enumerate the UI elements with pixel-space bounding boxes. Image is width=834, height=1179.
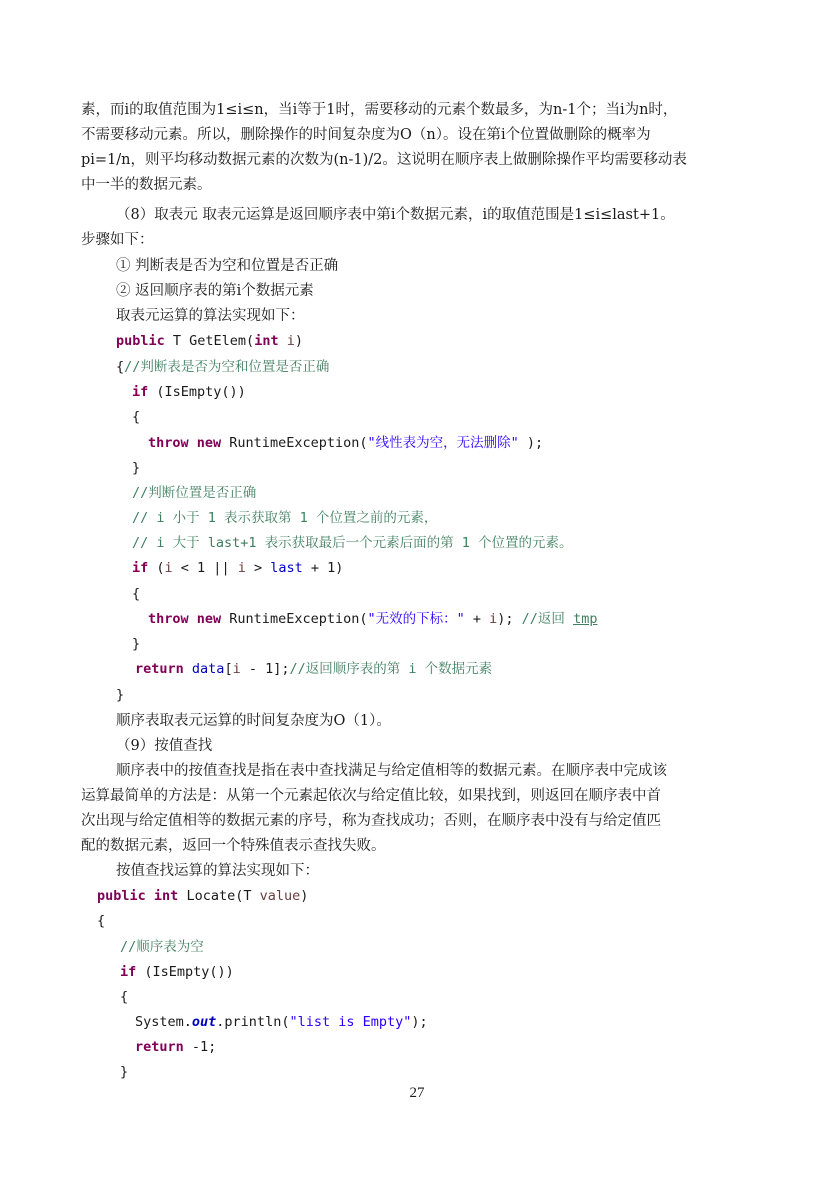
text-line: 顺序表取表元运算的时间复杂度为O（1）。 — [116, 713, 391, 729]
code-keyword: new — [196, 435, 222, 451]
section-heading: （9）按值查找 — [116, 738, 213, 754]
code-text — [184, 661, 192, 677]
code-keyword: return — [135, 661, 184, 677]
code-keyword: if — [120, 964, 137, 980]
code-text: -1; — [183, 1039, 217, 1055]
code-line: } — [116, 687, 125, 703]
code-text: > — [245, 560, 271, 576]
text-line: 按值查找运算的算法实现如下： — [116, 863, 319, 879]
code-text: + 1) — [302, 560, 344, 576]
text-line: 顺序表中的按值查找是指在表中查找满足与给定值相等的数据元素。在顺序表中完成该 — [116, 763, 667, 779]
code-keyword: public — [116, 333, 165, 349]
code-text: (IsEmpty()) — [136, 964, 234, 980]
code-text: [ — [224, 661, 233, 677]
code-text — [146, 888, 154, 904]
code-text: .println( — [216, 1014, 290, 1030]
code-line — [148, 437, 543, 451]
code-keyword: throw — [148, 611, 189, 627]
code-keyword: int — [254, 333, 279, 349]
code-param: value — [259, 888, 301, 904]
code-line: } — [132, 636, 141, 652]
code-line: } — [120, 1064, 129, 1080]
step-item: ② 返回顺序表的第i个数据元素 — [116, 283, 314, 299]
code-line: } — [132, 460, 141, 476]
code-text: T GetElem( — [164, 333, 255, 349]
code-string: "无效的下标：" — [367, 611, 465, 627]
code-field: out — [191, 1014, 217, 1030]
code-line: { — [97, 913, 106, 929]
code-keyword: int — [153, 888, 179, 904]
code-field: data — [191, 661, 225, 677]
code-text — [279, 333, 287, 349]
code-field: last — [270, 560, 303, 576]
code-param: i — [164, 560, 173, 576]
text-line: pi=1/n，则平均移动数据元素的次数为(n-1)/2。这说明在顺序表上做删除操作平均需要移动表 — [81, 152, 687, 168]
code-text: ( — [148, 560, 165, 576]
code-keyword: new — [196, 611, 222, 627]
code-text: - 1]; — [240, 661, 290, 677]
code-text: ) — [294, 333, 303, 349]
code-text: Locate(T — [178, 888, 260, 904]
code-line — [120, 966, 234, 980]
code-param: i — [237, 560, 246, 576]
code-line — [132, 386, 246, 400]
code-line — [148, 613, 597, 627]
code-text: ); — [497, 611, 522, 627]
code-line — [135, 1041, 216, 1055]
code-text: ) — [300, 888, 309, 904]
code-text: + — [464, 611, 490, 627]
code-keyword: throw — [148, 435, 189, 451]
code-line — [135, 1016, 428, 1030]
text-line: 配的数据元素，返回一个特殊值表示查找失败。 — [81, 838, 386, 854]
text-line: 次出现与给定值相等的数据元素的序号，称为查找成功；否则，在顺序表中没有与给定值匹 — [81, 813, 661, 829]
code-line — [116, 335, 303, 349]
code-text: RuntimeException( — [221, 611, 368, 627]
code-comment: // i 小于 1 表示获取第 1 个位置之前的元素， — [132, 510, 438, 526]
code-text: < 1 || — [172, 560, 238, 576]
code-string: "list is Empty" — [289, 1014, 412, 1030]
code-keyword: if — [132, 560, 149, 576]
text-line: 取表元运算的算法实现如下： — [116, 308, 305, 324]
code-param: i — [232, 661, 241, 677]
code-param: i — [489, 611, 498, 627]
code-comment: //顺序表为空 — [120, 939, 204, 955]
code-comment: //返回 — [521, 611, 574, 627]
text-line: 素，而i的取值范围为1≤i≤n，当i等于1时，需要移动的元素个数最多，为n-1个；当i为n时， — [81, 102, 678, 118]
code-text: ); — [518, 435, 544, 451]
code-line — [135, 663, 492, 677]
code-text: RuntimeException( — [221, 435, 368, 451]
code-comment: //返回顺序表的第 i 个数据元素 — [289, 661, 493, 677]
text-line: 不需要移动元素。所以，删除操作的时间复杂度为O（n）。设在第i个位置做删除的概率为 — [81, 127, 651, 143]
page-number: 27 — [409, 1085, 425, 1101]
code-link-tmp: tmp — [573, 611, 598, 627]
code-text: ); — [411, 1014, 428, 1030]
code-line: { — [120, 989, 129, 1005]
code-keyword: public — [97, 888, 146, 904]
code-comment: //判断位置是否正确 — [132, 485, 257, 501]
code-string: "线性表为空，无法删除" — [367, 435, 519, 451]
code-line: { — [132, 586, 141, 602]
code-comment: // i 大于 last+1 表示获取最后一个元素后面的第 1 个位置的元素。 — [132, 535, 573, 551]
code-line — [132, 562, 343, 576]
code-keyword: if — [132, 384, 149, 400]
text-line: 中一半的数据元素。 — [81, 177, 212, 193]
code-text: System. — [135, 1014, 192, 1030]
step-item: ① 判断表是否为空和位置是否正确 — [116, 258, 339, 274]
code-text: (IsEmpty()) — [148, 384, 246, 400]
code-comment: //判断表是否为空和位置是否正确 — [124, 359, 330, 375]
code-keyword: return — [135, 1039, 184, 1055]
text-line: （8）取表元 取表元运算是返回顺序表中第i个数据元素，i的取值范围是1≤i≤last+1。 — [116, 207, 675, 223]
text-line: 步骤如下： — [81, 232, 154, 248]
code-line: { — [132, 409, 141, 425]
code-line — [97, 890, 308, 904]
code-param: i — [286, 333, 295, 349]
text-line: 运算最简单的方法是：从第一个元素起依次与给定值比较，如果找到，则返回在顺序表中首 — [81, 788, 661, 804]
code-line — [116, 361, 329, 375]
code-text: { — [116, 359, 125, 375]
